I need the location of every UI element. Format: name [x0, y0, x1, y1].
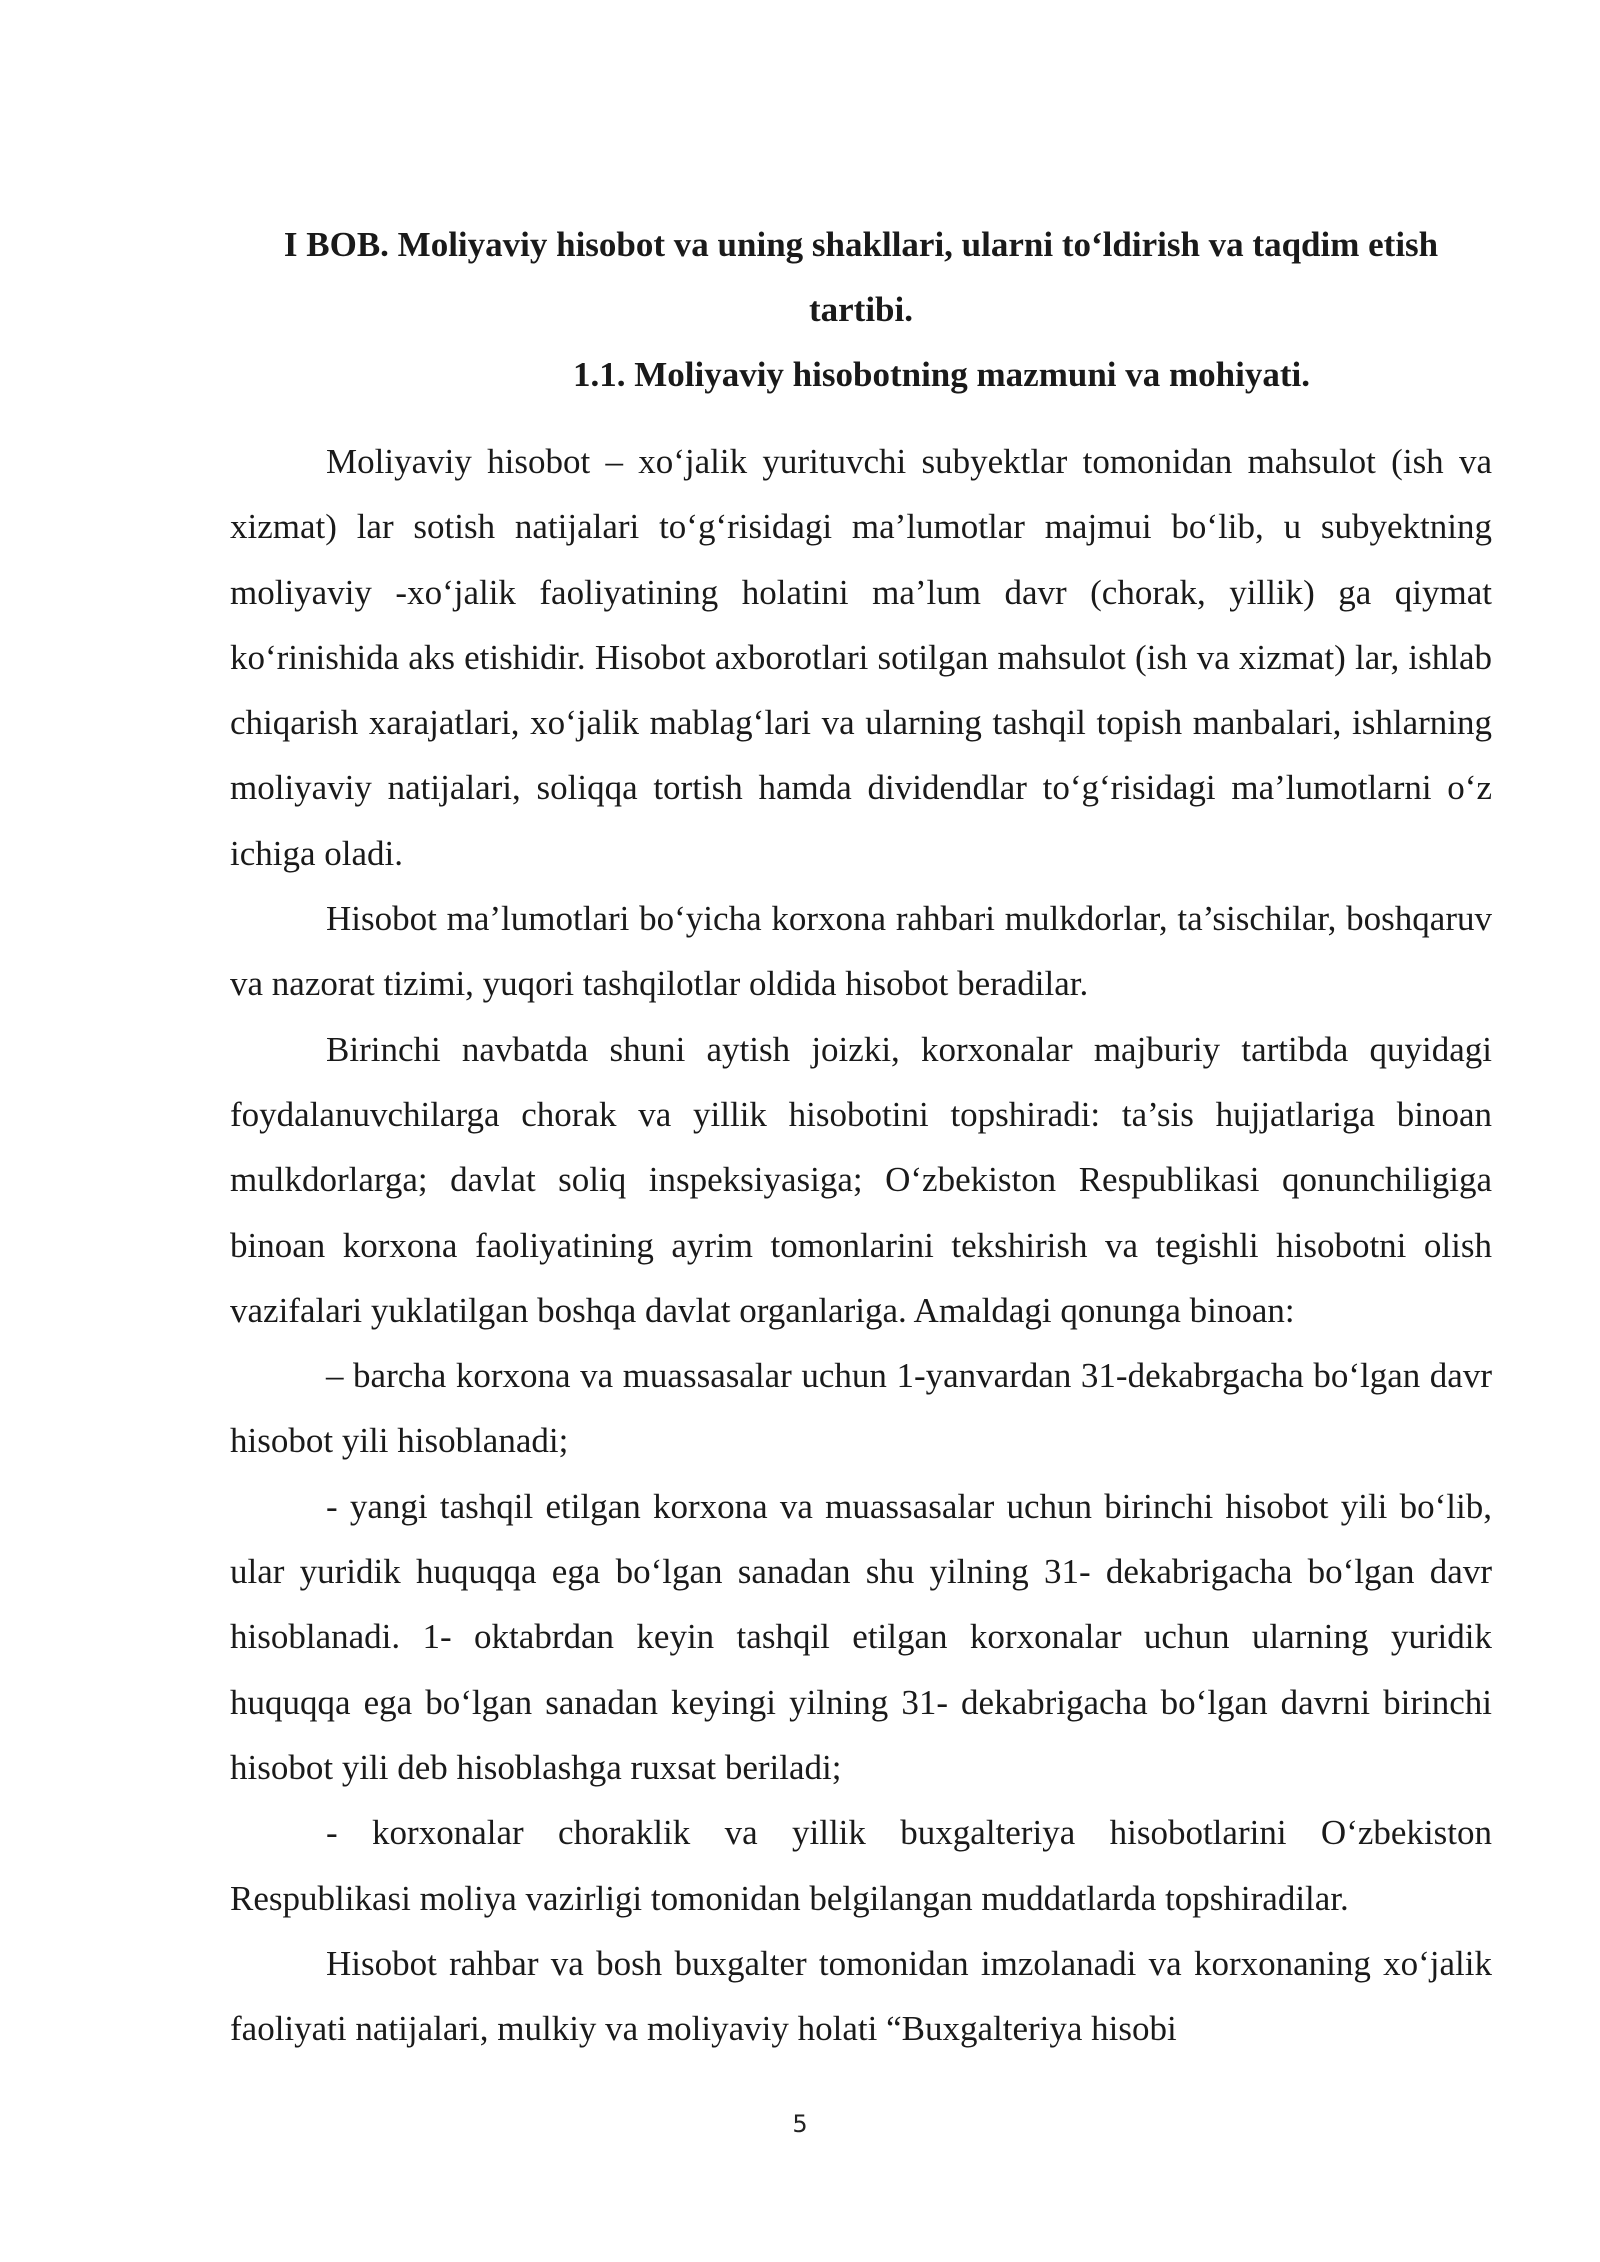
list-item-reporting-year: – barcha korxona va muassasalar uchun 1-yanvardan 31-dekabrgacha bo‘lgan davr hisobot yili hisoblanadi; — [230, 1356, 1492, 1461]
paragraph-signature: Hisobot rahbar va bosh buxgalter tomonidan imzolanadi va korxonaning xo‘jalik faoliyati natijalari, mulkiy va moliyaviy holati “Buxgalteriya hisobi — [230, 1943, 1492, 2049]
document-page — [230, 212, 1492, 2061]
paragraph-definition: Moliyaviy hisobot – xo‘jalik yurituvchi subyektlar tomonidan mahsulot (ish va xizmat) lar sotish natijalari to‘g‘risidagi ma’lumotlar majmui bo‘lib, u subyektning moliyaviy -xo‘jalik faoliyatining holatini ma’lum davr (chorak, yillik) ga qiymat ko‘rinishida aks etishidir. Hisobot axborotlari sotilgan mahsulot (ish va xizmat) lar, ishlab chiqarish xarajatlari, xo‘jalik mablag‘lari va ularning tashqil topish manbalari, ishlarning moliyaviy natijalari, soliqqa tortish hamda dividendlar to‘g‘risidagi ma’lumotlarni o‘z ichiga oladi. — [230, 442, 1492, 873]
list-item-deadlines: - korxonalar choraklik va yillik buxgalteriya hisobotlarini O‘zbekiston Respublikasi moliya vazirligi tomonidan belgilangan muddatlarda topshiradilar. — [230, 1813, 1492, 1918]
section-title: 1.1. Moliyaviy hisobotning mazmuni va mohiyati. — [572, 355, 1310, 394]
chapter-title: I BOB. Moliyaviy hisobot va uning shakllari, ularni to‘ldirish va taqdim etish tartibi. — [283, 225, 1439, 329]
list-item-new-enterprises: - yangi tashqil etilgan korxona va muassasalar uchun birinchi hisobot yili bo‘lib, ular yuridik huquqqa ega bo‘lgan sanadan shu yilning 31- dekabrigacha bo‘lgan davr hisoblanadi. 1- oktabrdan keyin tashqil etilgan korxonalar uchun ularning yuridik huquqqa ega bo‘lgan sanadan keyingi yilning 31- dekabrigacha bo‘lgan davrni birinchi hisobot yili deb hisoblashga ruxsat beriladi; — [230, 1486, 1492, 1787]
body-text — [230, 429, 1492, 2061]
paragraph-recipients: Birinchi navbatda shuni aytish joizki, korxonalar majburiy tartibda quyidagi foydalanuvchilarga chorak va yillik hisobotini topshiradi: ta’sis hujjatlariga binoan mulkdorlarga; davlat soliq inspeksiyasiga; O‘zbekiston Respublikasi qonunchiligiga binoan korxona faoliyatining ayrim tomonlarini tekshirish va tegishli hisobotni olish vazifalari yuklatilgan boshqa davlat organlariga. Amaldagi qonunga binoan: — [230, 1029, 1492, 1330]
page-number: 5 — [792, 2110, 808, 2138]
paragraph-reporting: Hisobot ma’lumotlari bo‘yicha korxona rahbari mulkdorlar, ta’sischilar, boshqaruv va nazorat tizimi, yuqori tashqilotlar oldida hisobot beradilar. — [230, 899, 1492, 1004]
